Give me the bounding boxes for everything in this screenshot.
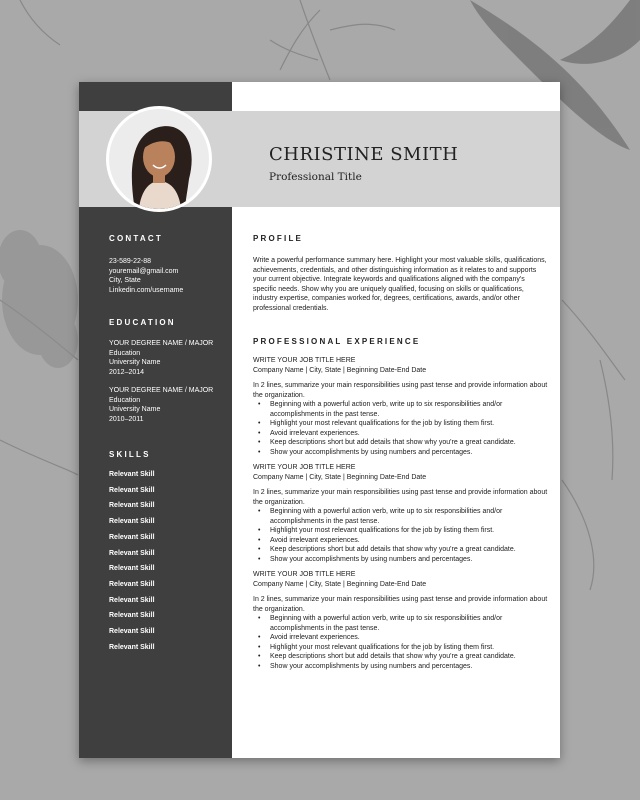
job-bullet: • Highlight your most relevant qualifications for the job by listing them first. bbox=[270, 643, 548, 653]
profile-photo-image bbox=[109, 109, 209, 209]
job-bullet: • Avoid irrelevant experiences. bbox=[270, 536, 548, 546]
skills-heading: SKILLS bbox=[109, 450, 151, 459]
education-heading: EDUCATION bbox=[109, 318, 176, 327]
education-degree: YOUR DEGREE NAME / MAJOR bbox=[109, 340, 214, 347]
job-bullets bbox=[253, 614, 548, 671]
job-bullets bbox=[253, 507, 548, 564]
skill-item: Relevant Skill bbox=[109, 502, 155, 510]
skill-item: Relevant Skill bbox=[109, 549, 155, 557]
skill-item: Relevant Skill bbox=[109, 580, 155, 588]
education-school: University Name bbox=[109, 406, 161, 413]
job-bullet: • Show your accomplishments by using numbers and percentages. bbox=[270, 555, 548, 565]
job-bullet: • Keep descriptions short but add details that show why you're a great candidate. bbox=[270, 438, 548, 448]
education-field: Education bbox=[109, 396, 141, 404]
job-title: WRITE YOUR JOB TITLE HERE bbox=[253, 357, 356, 364]
skill-item: Relevant Skill bbox=[109, 628, 155, 636]
profile-summary: Write a powerful performance summary here. Highlight your most valuable skills, qualifications, achievements, credentials, and other distinguishing information as it relates to and supports your current objective. Integrate keywords and qualifications aligned with the company's specific needs. Show why you are uniquely qualified, focusing on skills or qualifications, industry expertise, companies worked for, degrees, certifications, awards, and/or other professional credentials. bbox=[253, 257, 547, 312]
job-title: WRITE YOUR JOB TITLE HERE bbox=[253, 571, 356, 578]
professional-title: Professional Title bbox=[269, 171, 362, 183]
contact-location: City, State bbox=[109, 277, 141, 284]
job-bullet: • Show your accomplishments by using numbers and percentages. bbox=[270, 448, 548, 458]
profile-heading: PROFILE bbox=[253, 234, 304, 243]
contact-linkedin: Linkedin.com/username bbox=[109, 286, 184, 294]
job-title: WRITE YOUR JOB TITLE HERE bbox=[253, 464, 356, 471]
job-summary: In 2 lines, summarize your main responsibilities using past tense and provide information about the organization. bbox=[253, 382, 548, 399]
education-entry bbox=[109, 339, 227, 377]
skill-item: Relevant Skill bbox=[109, 565, 155, 573]
contact-phone: 23-589-22-88 bbox=[109, 258, 152, 265]
job-summary: In 2 lines, summarize your main responsibilities using past tense and provide information about the organization. bbox=[253, 489, 548, 506]
job-bullet: • Highlight your most relevant qualifications for the job by listing them first. bbox=[270, 419, 548, 429]
skills-list bbox=[109, 467, 227, 655]
job-entry bbox=[253, 570, 548, 671]
skill-item: Relevant Skill bbox=[109, 486, 155, 494]
skill-item: Relevant Skill bbox=[109, 518, 155, 526]
experience-heading: PROFESSIONAL EXPERIENCE bbox=[253, 337, 421, 346]
job-bullet: • Show your accomplishments by using numbers and percentages. bbox=[270, 662, 548, 672]
job-meta: Company Name | City, State | Beginning Date-End Date bbox=[253, 473, 427, 481]
contact-heading: CONTACT bbox=[109, 234, 163, 243]
job-meta: Company Name | City, State | Beginning Date-End Date bbox=[253, 580, 427, 588]
job-bullet: • Highlight your most relevant qualifications for the job by listing them first. bbox=[270, 526, 548, 536]
skill-item: Relevant Skill bbox=[109, 533, 155, 541]
job-bullet: • Keep descriptions short but add details that show why you're a great candidate. bbox=[270, 545, 548, 555]
job-bullet: • Avoid irrelevant experiences. bbox=[270, 633, 548, 643]
job-entry bbox=[253, 463, 548, 564]
sidebar-content bbox=[109, 234, 227, 655]
education-school: University Name bbox=[109, 359, 161, 366]
job-bullet: • Beginning with a powerful action verb, write up to six responsibilities and/or accomplishments in the past tense. bbox=[270, 400, 548, 419]
skill-item: Relevant Skill bbox=[109, 643, 155, 651]
skill-item: Relevant Skill bbox=[109, 596, 155, 604]
skill-item: Relevant Skill bbox=[109, 471, 155, 478]
education-field: Education bbox=[109, 349, 141, 357]
job-summary: In 2 lines, summarize your main responsibilities using past tense and provide information about the organization. bbox=[253, 596, 548, 613]
job-meta: Company Name | City, State | Beginning Date-End Date bbox=[253, 366, 427, 374]
resume-page bbox=[79, 82, 560, 758]
main-content bbox=[253, 234, 548, 677]
job-entry bbox=[253, 356, 548, 457]
skill-item: Relevant Skill bbox=[109, 612, 155, 620]
education-years: 2012–2014 bbox=[109, 368, 145, 376]
job-bullet: • Beginning with a powerful action verb, write up to six responsibilities and/or accomplishments in the past tense. bbox=[270, 614, 548, 633]
education-entry bbox=[109, 386, 227, 424]
education-years: 2010–2011 bbox=[109, 415, 144, 423]
job-bullets bbox=[253, 400, 548, 457]
education-degree: YOUR DEGREE NAME / MAJOR bbox=[109, 387, 214, 394]
candidate-name: CHRISTINE SMITH bbox=[269, 144, 459, 165]
contact-email: youremail@gmail.com bbox=[109, 267, 179, 275]
job-bullet: • Beginning with a powerful action verb, write up to six responsibilities and/or accomplishments in the past tense. bbox=[270, 507, 548, 526]
job-bullet: • Avoid irrelevant experiences. bbox=[270, 429, 548, 439]
profile-photo bbox=[106, 106, 212, 212]
job-bullet: • Keep descriptions short but add details that show why you're a great candidate. bbox=[270, 652, 548, 662]
